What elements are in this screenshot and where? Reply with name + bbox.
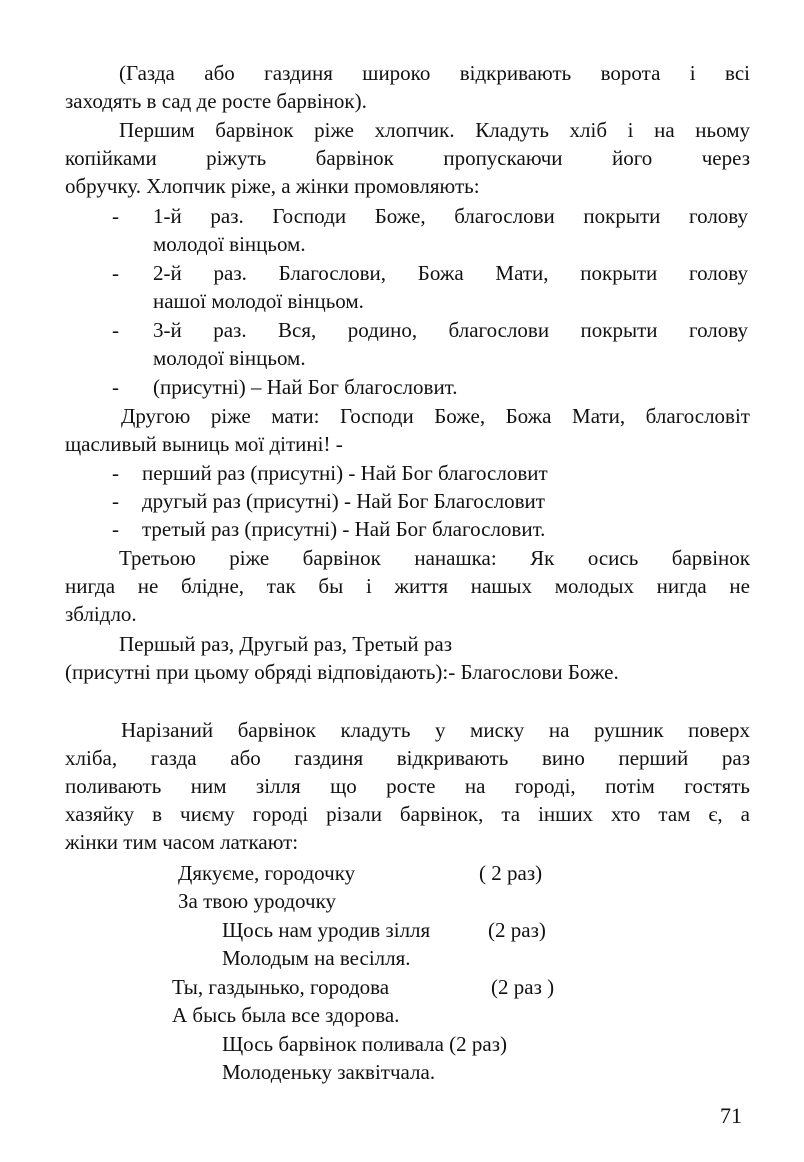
list-item-line: 1-й раз. Господи Боже, благослови покрыти голову [153, 204, 748, 228]
list-dash: - [112, 489, 119, 513]
verse-line: А бысь была все здорова. [172, 1003, 400, 1027]
list-item-line: перший раз (присутні) - Най Бог благословит [142, 461, 548, 485]
list-dash: - [112, 318, 119, 342]
list-item-line: молодої вінцьом. [153, 232, 306, 256]
list-dash: - [112, 204, 119, 228]
list-dash: - [112, 461, 119, 485]
verse-line: Ты, газдынько, городова [172, 975, 390, 999]
verse-line: За твою уродочку [178, 889, 336, 913]
paragraph-line: обручку. Хлопчик ріже, а жінки промовляють: [65, 174, 480, 198]
list-dash: - [112, 517, 119, 541]
paragraph-line: поливають ним зілля що росте на городі, потім гостять [65, 774, 750, 798]
paragraph-line: хліба, газда або газдиня відкривають вино перший раз [65, 746, 750, 770]
verse-repeat: ( 2 раз) [479, 861, 543, 885]
list-item-line: молодої вінцьом. [153, 346, 306, 370]
paragraph-line: зблідло. [65, 602, 137, 626]
paragraph-line: щасливый выниць мої дітині! - [65, 432, 343, 456]
verse-line: Молоденьку заквітчала. [222, 1060, 436, 1084]
paragraph-5 [65, 630, 750, 686]
paragraph-line: Першый раз, Другый раз, Третый раз [119, 632, 452, 656]
list-dash: - [112, 261, 119, 285]
page-number: 71 [720, 1103, 742, 1128]
paragraph-line: заходять в сад де росте барвінок). [65, 89, 367, 113]
verse-line: Щось нам уродив зілля [222, 918, 431, 942]
paragraph-6 [65, 716, 750, 856]
verse-repeat: (2 раз) [488, 918, 546, 942]
paragraph-line: копійками ріжуть барвінок пропускаючи його через [65, 146, 750, 170]
paragraph-line: (присутні при цьому обряді відповідають):- Благослови Боже. [65, 660, 619, 684]
paragraph-line: Третьою ріже барвінок нанашка: Як осись барвінок [119, 546, 750, 570]
list-item-line: третый раз (присутні) - Най Бог благословит. [142, 517, 546, 541]
verse-line: Молодым на весілля. [222, 946, 411, 970]
list-item-line: нашої молодої вінцьом. [153, 289, 364, 313]
paragraph-4 [65, 544, 750, 628]
verse-line: Дякуєме, городочку [178, 861, 356, 885]
paragraph-line: Нарізаний барвінок кладуть у миску на рушник поверх [121, 718, 750, 742]
list-item-line: (присутні) – Най Бог благословит. [153, 375, 458, 399]
list-item-line: 2-й раз. Благослови, Божа Мати, покрыти голову [153, 261, 748, 285]
paragraph-3 [65, 402, 750, 458]
paragraph-2 [65, 116, 750, 200]
paragraph-line: (Газда або газдиня широко відкривають ворота і всі [119, 61, 750, 85]
paragraph-line: хазяйку в чиєму городі різали барвінок, та інших хто там є, а [65, 802, 750, 826]
paragraph-line: нигда не блідне, так бы і життя нашых молодых нигда не [65, 574, 750, 598]
paragraph-1 [65, 59, 750, 115]
verse-line: Щось барвінок поливала (2 раз) [222, 1032, 508, 1056]
paragraph-line: Першим барвінок ріже хлопчик. Кладуть хліб і на ньому [119, 118, 750, 142]
paragraph-line: Другою ріже мати: Господи Боже, Божа Мати, благословіт [121, 404, 750, 428]
list-item-line: другый раз (присутні) - Най Бог Благословит [142, 489, 545, 513]
paragraph-line: жінки тим часом латкают: [65, 830, 299, 854]
list-dash: - [112, 375, 119, 399]
verse-repeat: (2 раз ) [491, 975, 555, 999]
list-item-line: 3-й раз. Вся, родино, благослови покрыти голову [153, 318, 748, 342]
